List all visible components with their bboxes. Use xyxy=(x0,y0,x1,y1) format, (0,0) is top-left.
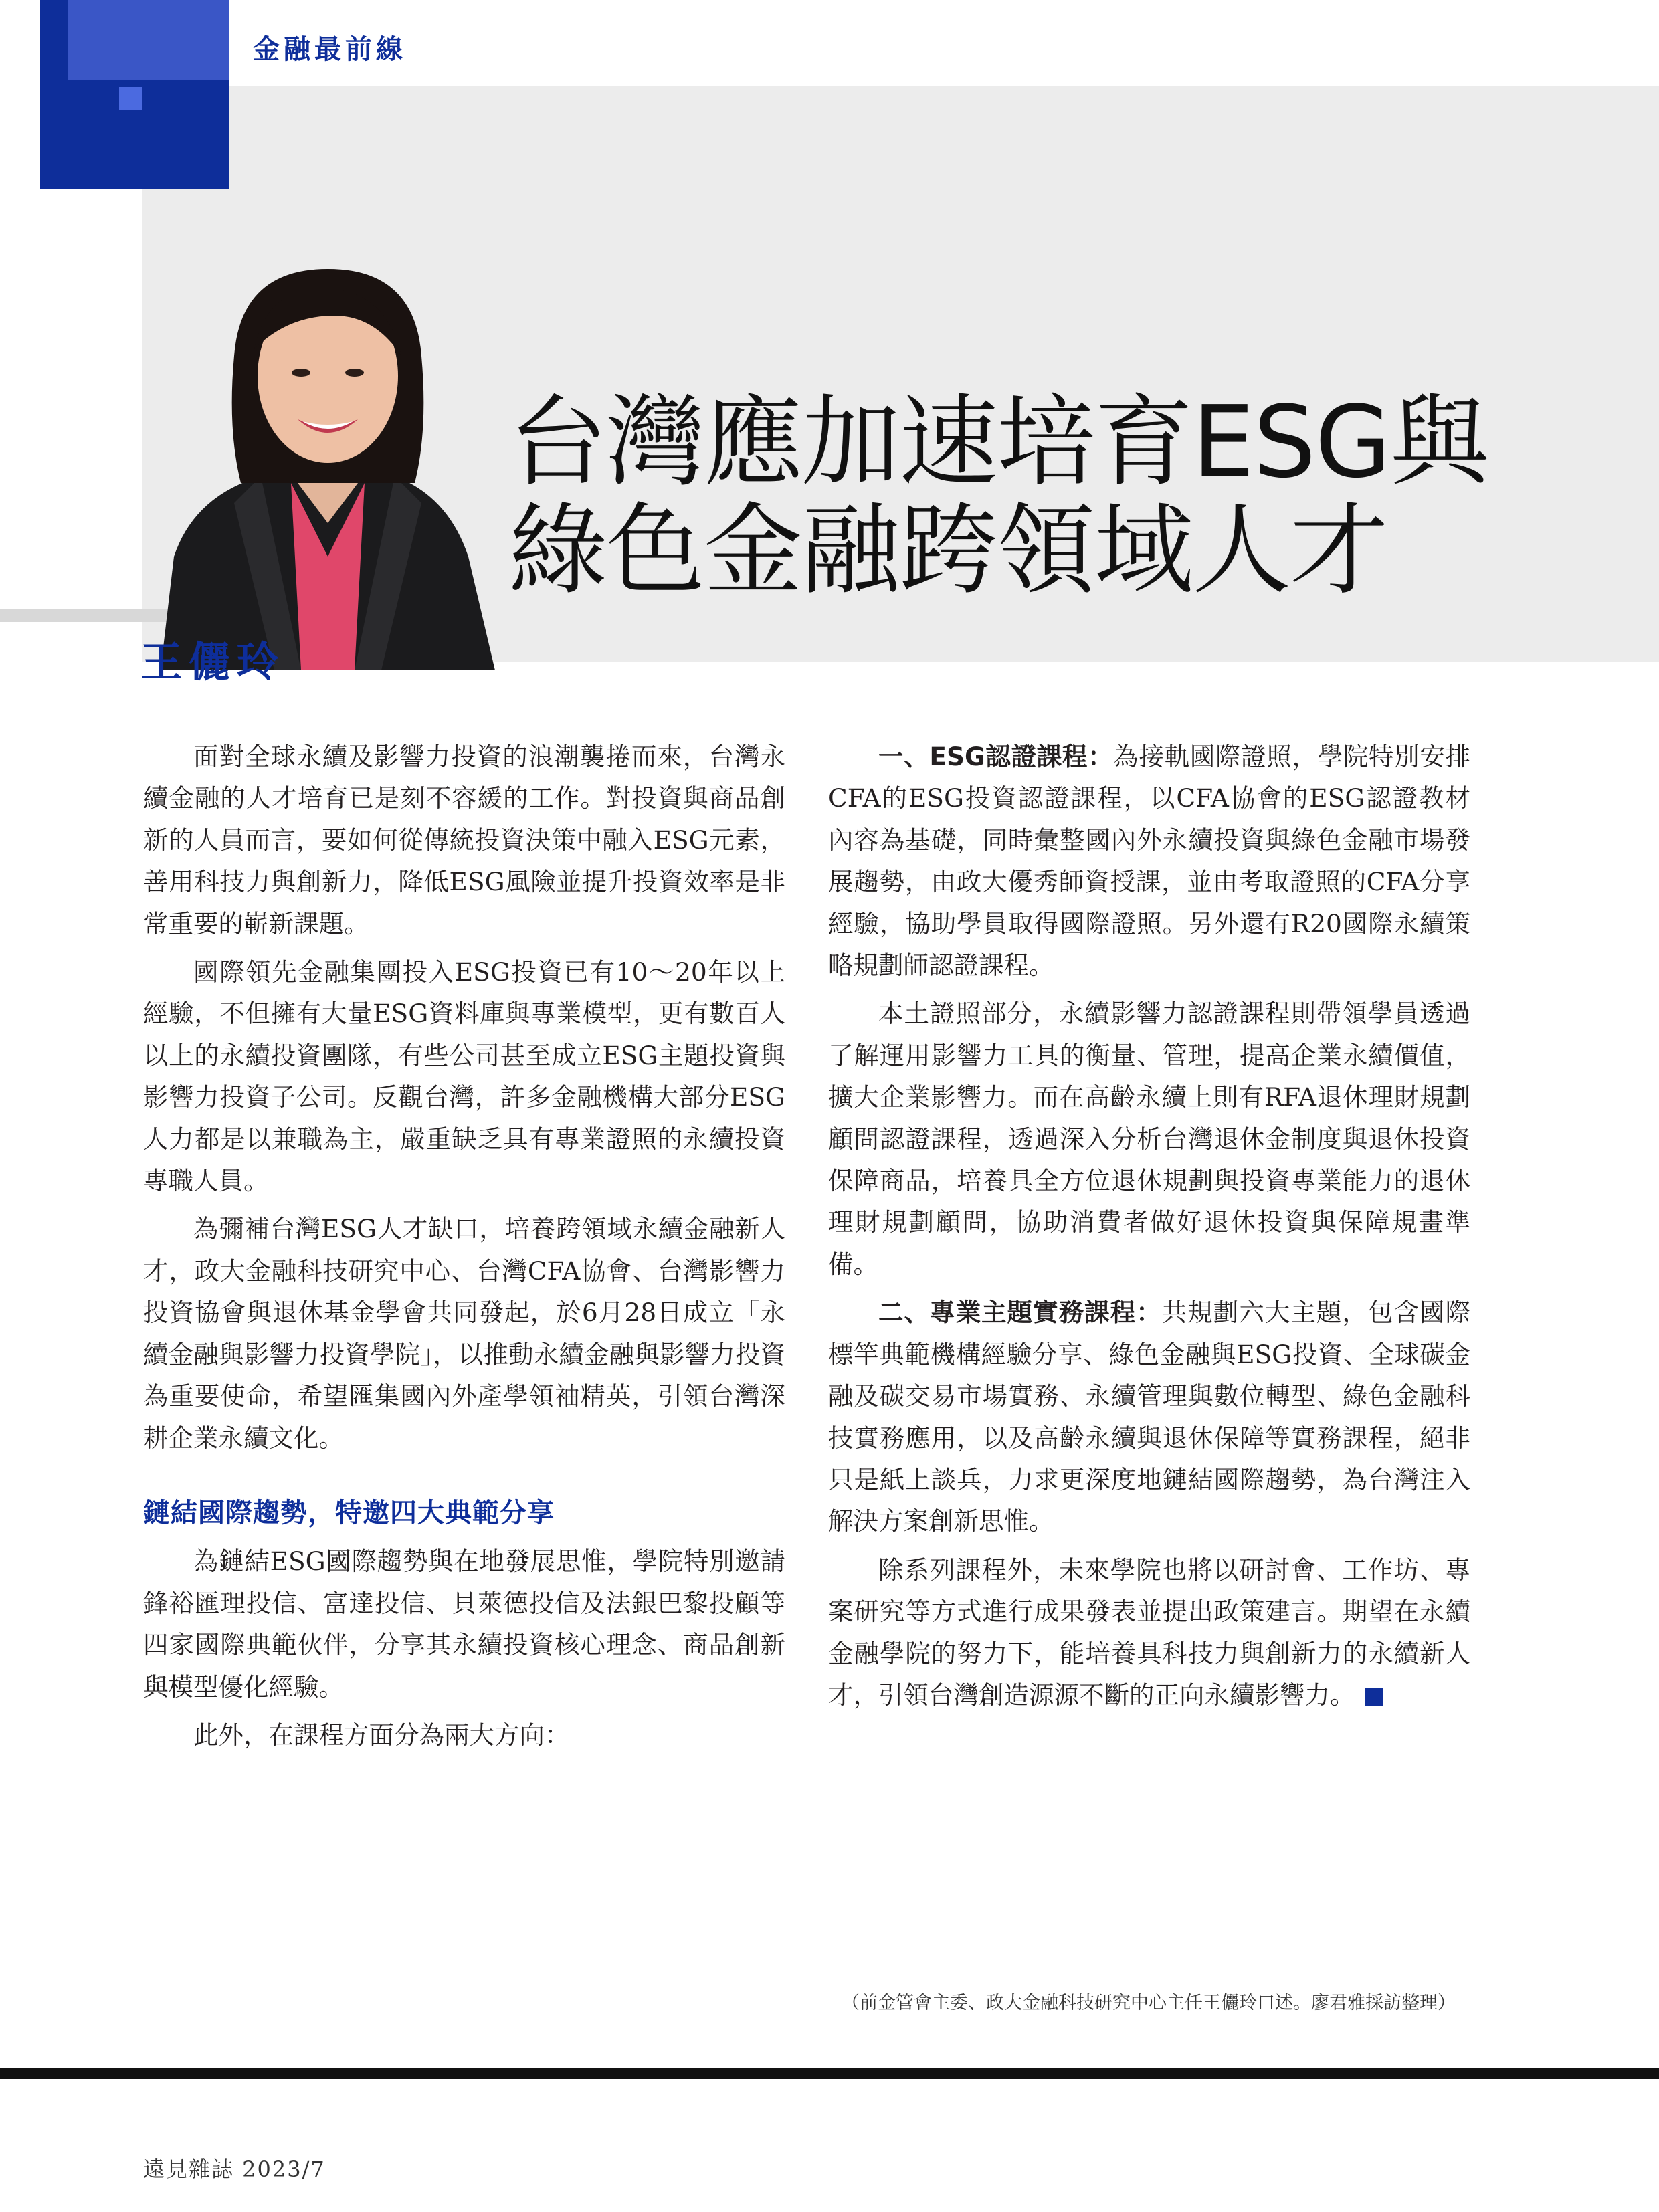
paragraph: 本土證照部分，永續影響力認證課程則帶領學員透過了解運用影響力工具的衡量、管理，提高企業永續價值，擴大企業影響力。而在高齡永續上則有RFA退休理財規劃顧問認證課程，透過深入分析台灣退休金制度與退休投資保障商品，培養具全方位退休規劃與投資專業能力的退休理財規劃顧問，協助消費者做好退休投資與保障規畫準備。 xyxy=(828,999,1470,1279)
end-mark-icon: G xyxy=(1365,1688,1383,1706)
paragraph xyxy=(828,1549,1470,1716)
paragraph: 國際領先金融集團投入ESG投資已有10〜20年以上經驗，不但擁有大量ESG資料庫與專業模型，更有數百人以上的永續投資團隊，有些公司甚至成立ESG主題投資與影響力投資子公司。反觀台灣，許多金融機構大部分ESG人力都是以兼職為主，嚴重缺乏具有專業證照的永續投資專職人員。 xyxy=(143,957,785,1196)
section-tag: 金融最前線 xyxy=(253,34,407,65)
paragraph: 此外，在課程方面分為兩大方向： xyxy=(193,1720,570,1750)
paragraph-text: 除系列課程外，未來學院也將以研討會、工作坊、專案研究等方式進行成果發表並提出政策建言。期望在永續金融學院的努力下，能培養具科技力與創新力的永續新人才，引領台灣創造源源不斷的正向永續影響力。 xyxy=(828,1554,1470,1710)
paragraph: 為彌補台灣ESG人才缺口，培養跨領域永續金融新人才，政大金融科技研究中心、台灣CFA協會、台灣影響力投資協會與退休基金學會共同發起，於6月28日成立「永續金融與影響力投資學院」，以推動永續金融與影響力投資為重要使命，希望匯集國內外產學領袖精英，引領台灣深耕企業永續文化。 xyxy=(143,1214,785,1453)
author-portrait xyxy=(134,242,522,670)
headline xyxy=(508,385,1632,608)
paragraph-text: 共規劃六大主題，包含國際標竿典範機構經驗分享、綠色金融與ESG投資、全球碳金融及碳交易市場實務、永續管理與數位轉型、綠色金融科技實務應用，以及高齡永續與退休保障等實務課程，絕非只是紙上談兵，力求更深度地鏈結國際趨勢，為台灣注入解決方案創新思惟。 xyxy=(828,1298,1470,1536)
folio: 遠見雜誌 2023/7 xyxy=(143,2156,326,2182)
paragraph: 面對全球永續及影響力投資的浪潮襲捲而來，台灣永續金融的人才培育已是刻不容緩的工作。對投資與商品創新的人員而言，要如何從傳統投資決策中融入ESG元素，善用科技力與創新力，降低ESG風險並提升投資效率是非常重要的嶄新課題。 xyxy=(143,742,785,938)
paragraph-text: 為接軌國際證照，學院特別安排CFA的ESG投資認證課程，以CFA協會的ESG認證教材內容為基礎，同時彙整國內外永續投資與綠色金融市場發展趨勢，由政大優秀師資授課，並由考取證照的CFA分享經驗，協助學員取得國際證照。另外還有R20國際永續策略規劃師認證課程。 xyxy=(828,742,1471,981)
paragraph xyxy=(828,736,1470,986)
section-square-mark xyxy=(119,87,142,110)
paragraph xyxy=(828,1292,1470,1542)
section-color-block-accent xyxy=(68,0,229,80)
course-heading: 二、專業主題實務課程： xyxy=(878,1298,1162,1328)
body-column-left xyxy=(143,736,785,1763)
subheading: 鏈結國際趨勢，特邀四大典範分享 xyxy=(143,1497,555,1528)
body-column-right xyxy=(828,736,1470,1722)
bottom-rule xyxy=(0,2068,1659,2079)
headline-line-1: 台灣應加速培育ESG與 xyxy=(508,385,1488,500)
author-name: 王儷玲 xyxy=(140,637,286,686)
credit-line: （前金管會主委、政大金融科技研究中心主任王儷玲口述。廖君雅採訪整理） xyxy=(842,1993,1456,2013)
course-heading: 一、ESG認證課程： xyxy=(878,742,1114,771)
headline-line-2: 綠色金融跨領域人才 xyxy=(508,493,1387,608)
paragraph: 為鏈結ESG國際趨勢與在地發展思惟，學院特別邀請鋒裕匯理投信、富達投信、貝萊德投信及法銀巴黎投顧等四家國際典範伙伴，分享其永續投資核心理念、商品創新與模型優化經驗。 xyxy=(143,1546,785,1702)
